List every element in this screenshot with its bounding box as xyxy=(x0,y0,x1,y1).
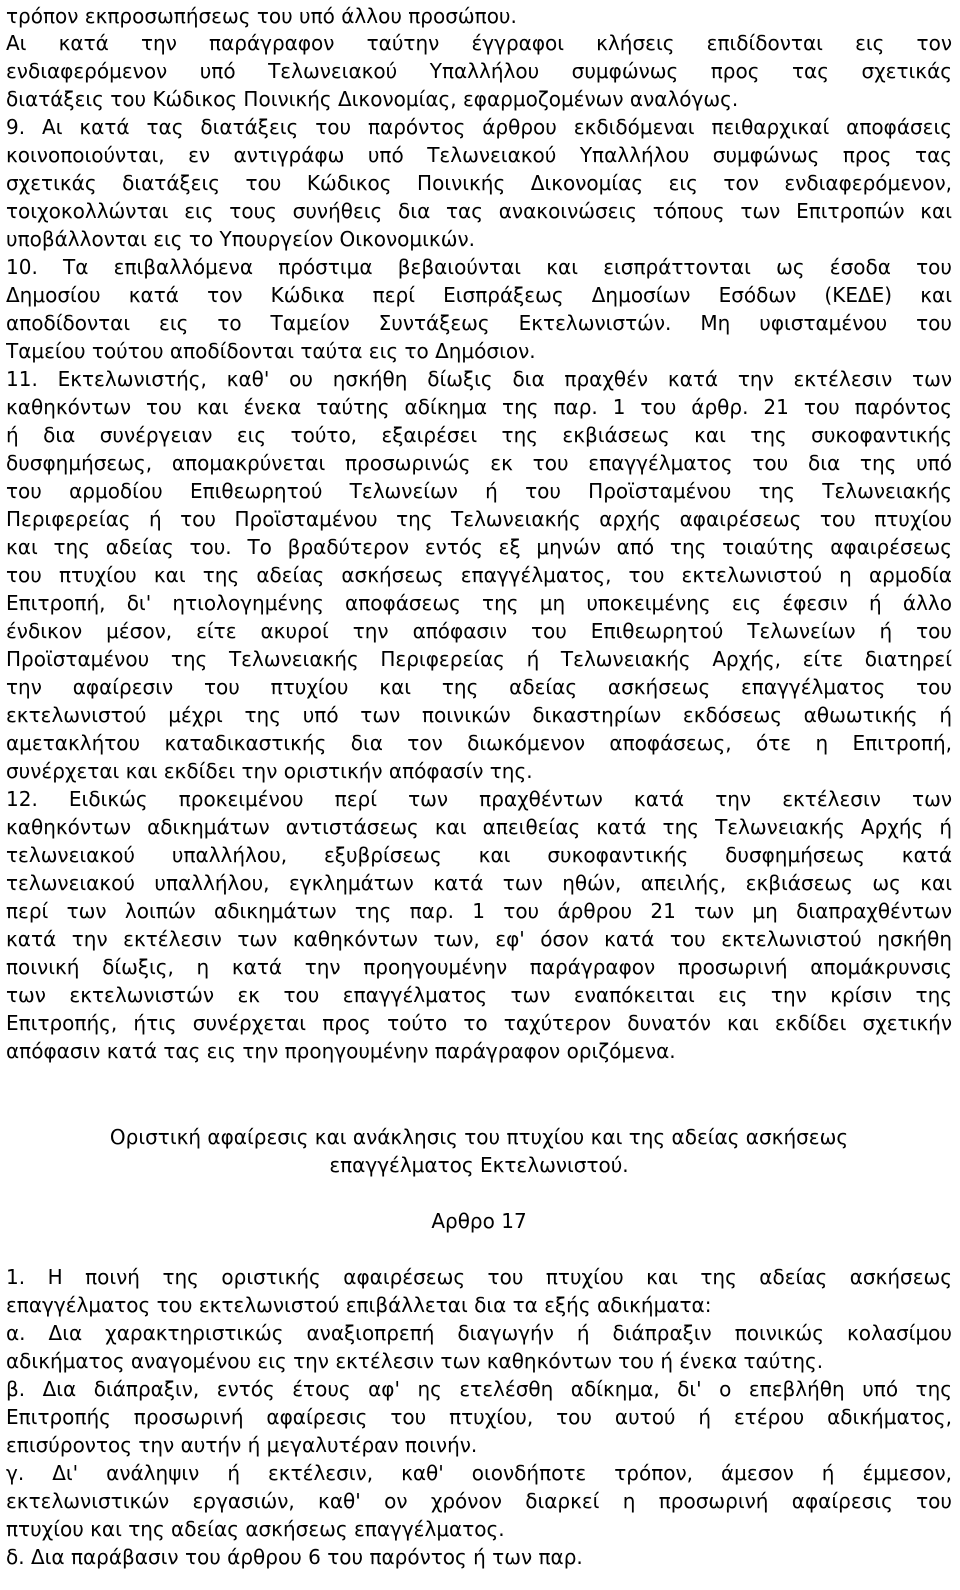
text-line: υποβάλλονται εις το Υπουργείον Οικονομικών. xyxy=(6,227,475,251)
text-line: δ. Δια παράβασιν του άρθρου 6 του παρόντος ή των παρ. xyxy=(6,1545,583,1569)
text-line: τοιχοκολλώνται εις τους συνήθεις δια τας ανακοινώσεις τόπους των Επιτροπών και xyxy=(6,199,952,223)
text-line: 10. Τα επιβαλλόμενα πρόστιμα βεβαιούνται και εισπράττονται ως έσοδα του xyxy=(6,255,952,279)
text-line: β. Δια διάπραξιν, εντός έτους αφ' ης ετελέσθη αδίκημα, δι' ο επεβλήθη υπό της xyxy=(6,1377,952,1401)
text-line: εκτελωνιστού μέχρι της υπό των ποινικών δικαστηρίων εκδόσεως αθωωτικής ή xyxy=(6,703,952,727)
text-line: πτυχίου και της αδείας ασκήσεως επαγγέλματος. xyxy=(6,1517,505,1541)
text-line: 12. Ειδικώς προκειμένου περί των πραχθέντων κατά την εκτέλεσιν των xyxy=(6,787,952,811)
text-line: αποδίδονται εις το Ταμείον Συντάξεως Εκτελωνιστών. Μη υφισταμένου του xyxy=(6,311,952,335)
text-line: εκτελωνιστικών εργασιών, καθ' ον χρόνον διαρκεί η προσωρινή αφαίρεσις του xyxy=(6,1489,952,1513)
text-line: κατά την εκτέλεσιν των καθηκόντων των, εφ' όσον κατά του εκτελωνιστού ησκήθη xyxy=(6,927,952,951)
text-line: αδικήματος αναγομένου εις την εκτέλεσιν των καθηκόντων του ή ένεκα ταύτης. xyxy=(6,1349,824,1373)
text-line: Αι κατά την παράγραφον ταύτην έγγραφοι κλήσεις επιδίδονται εις τον xyxy=(6,31,952,55)
text-line: των εκτελωνιστών εκ του επαγγέλματος των εναπόκειται εις την κρίσιν της xyxy=(6,983,952,1007)
text-line: περί των λοιπών αδικημάτων της παρ. 1 του άρθρου 21 των μη διαπραχθέντων xyxy=(6,899,952,923)
text-line: του πτυχίου και της αδείας ασκήσεως επαγγέλματος, του εκτελωνιστού η αρμοδία xyxy=(6,563,952,587)
text-line: Επιτροπή, δι' ητιολογημένης αποφάσεως της μη υποκειμένης εις έφεσιν ή άλλο xyxy=(6,591,952,615)
text-line: τρόπον εκπροσωπήσεως του υπό άλλου προσώπου. xyxy=(6,4,517,28)
text-line: Επιτροπής προσωρινή αφαίρεσις του πτυχίου, του αυτού ή ετέρου αδικήματος, xyxy=(6,1405,952,1429)
text-line: κοινοποιούνται, εν αντιγράφω υπό Τελωνειακού Υπαλλήλου συμφώνως προς τας xyxy=(6,143,952,167)
text-line: επισύροντος την αυτήν ή μεγαλυτέραν ποινήν. xyxy=(6,1433,478,1457)
text-line: Περιφερείας ή του Προϊσταμένου της Τελωνειακής αρχής αφαιρέσεως του πτυχίου xyxy=(6,507,952,531)
text-line: Προϊσταμένου της Τελωνειακής Περιφερείας ή Τελωνειακής Αρχής, είτε διατηρεί xyxy=(6,647,952,671)
text-line: ποινική δίωξις, η κατά την προηγουμένην παράγραφον προσωρινή απομάκρυνσις xyxy=(6,955,952,979)
text-line: του αρμοδίου Επιθεωρητού Τελωνείων ή του Προϊσταμένου της Τελωνειακής xyxy=(6,479,952,503)
text-line: συνέρχεται και εκδίδει την οριστικήν απόφασίν της. xyxy=(6,759,533,783)
text-line: Ταμείου τούτου αποδίδονται ταύτα εις το Δημόσιον. xyxy=(6,339,536,363)
text-line: τελωνειακού υπαλλήλου, εγκλημάτων κατά των ηθών, απειλής, εκβιάσεως ως και xyxy=(6,871,952,895)
text-line: σχετικάς διατάξεις του Κώδικος Ποινικής Δικονομίας εις τον ενδιαφερόμενον, xyxy=(6,171,952,195)
text-line: και της αδείας του. Το βραδύτερον εντός εξ μηνών από της τοιαύτης αφαιρέσεως xyxy=(6,535,952,559)
text-line: αμετακλήτου καταδικαστικής δια τον διωκόμενον αποφάσεως, ότε η Επιτροπή, xyxy=(6,731,952,755)
section-heading-line-2: επαγγέλματος Εκτελωνιστού. xyxy=(329,1153,629,1177)
text-line: καθηκόντων αδικημάτων αντιστάσεως και απειθείας κατά της Τελωνειακής Αρχής ή xyxy=(6,815,952,839)
text-line: την αφαίρεσιν του πτυχίου και της αδείας ασκήσεως επαγγέλματος του xyxy=(6,675,952,699)
text-line: 9. Αι κατά τας διατάξεις του παρόντος άρθρου εκδιδόμεναι πειθαρχικαί αποφάσεις xyxy=(6,115,952,139)
text-line: τελωνειακού υπαλλήλου, εξυβρίσεως και συκοφαντικής δυσφημήσεως κατά xyxy=(6,843,952,867)
text-line: ένδικον μέσον, είτε ακυροί την απόφασιν του Επιθεωρητού Τελωνείων ή του xyxy=(6,619,952,643)
text-line: επαγγέλματος του εκτελωνιστού επιβάλλεται δια τα εξής αδικήματα: xyxy=(6,1293,712,1317)
text-line: 11. Εκτελωνιστής, καθ' ου ησκήθη δίωξις δια πραχθέν κατά την εκτέλεσιν των xyxy=(6,367,952,391)
text-line: απόφασιν κατά τας εις την προηγουμένην παράγραφον οριζόμενα. xyxy=(6,1039,676,1063)
text-line: καθηκόντων του και ένεκα ταύτης αδίκημα της παρ. 1 του άρθρ. 21 του παρόντος xyxy=(6,395,952,419)
text-line: Επιτροπής, ήτις συνέρχεται προς τούτο το ταχύτερον δυνατόν και εκδίδει σχετικήν xyxy=(6,1011,952,1035)
text-line: δυσφημήσεως, απομακρύνεται προσωρινώς εκ του επαγγέλματος του δια της υπό xyxy=(6,451,952,475)
text-line: 1. Η ποινή της οριστικής αφαιρέσεως του πτυχίου και της αδείας ασκήσεως xyxy=(6,1265,952,1289)
text-line: Δημοσίου κατά τον Κώδικα περί Εισπράξεως Δημοσίων Εσόδων (ΚΕΔΕ) και xyxy=(6,283,952,307)
text-line: ενδιαφερόμενον υπό Τελωνειακού Υπαλλήλου συμφώνως προς τας σχετικάς xyxy=(6,59,952,83)
section-heading-line-1: Οριστική αφαίρεσις και ανάκλησις του πτυχίου και της αδείας ασκήσεως xyxy=(109,1125,849,1149)
text-line: α. Δια χαρακτηριστικώς αναξιοπρεπή διαγωγήν ή διάπραξιν ποινικώς κολασίμου xyxy=(6,1321,952,1345)
text-line: διατάξεις του Κώδικος Ποινικής Δικονομίας, εφαρμοζομένων αναλόγως. xyxy=(6,87,739,111)
text-line: γ. Δι' ανάληψιν ή εκτέλεσιν, καθ' οιονδήποτε τρόπον, άμεσον ή έμμεσον, xyxy=(6,1461,952,1485)
text-line: ή δια συνέργειαν εις τούτο, εξαιρέσει της εκβιάσεως και της συκοφαντικής xyxy=(6,423,952,447)
article-number-heading: Αρθρο 17 xyxy=(431,1209,527,1233)
